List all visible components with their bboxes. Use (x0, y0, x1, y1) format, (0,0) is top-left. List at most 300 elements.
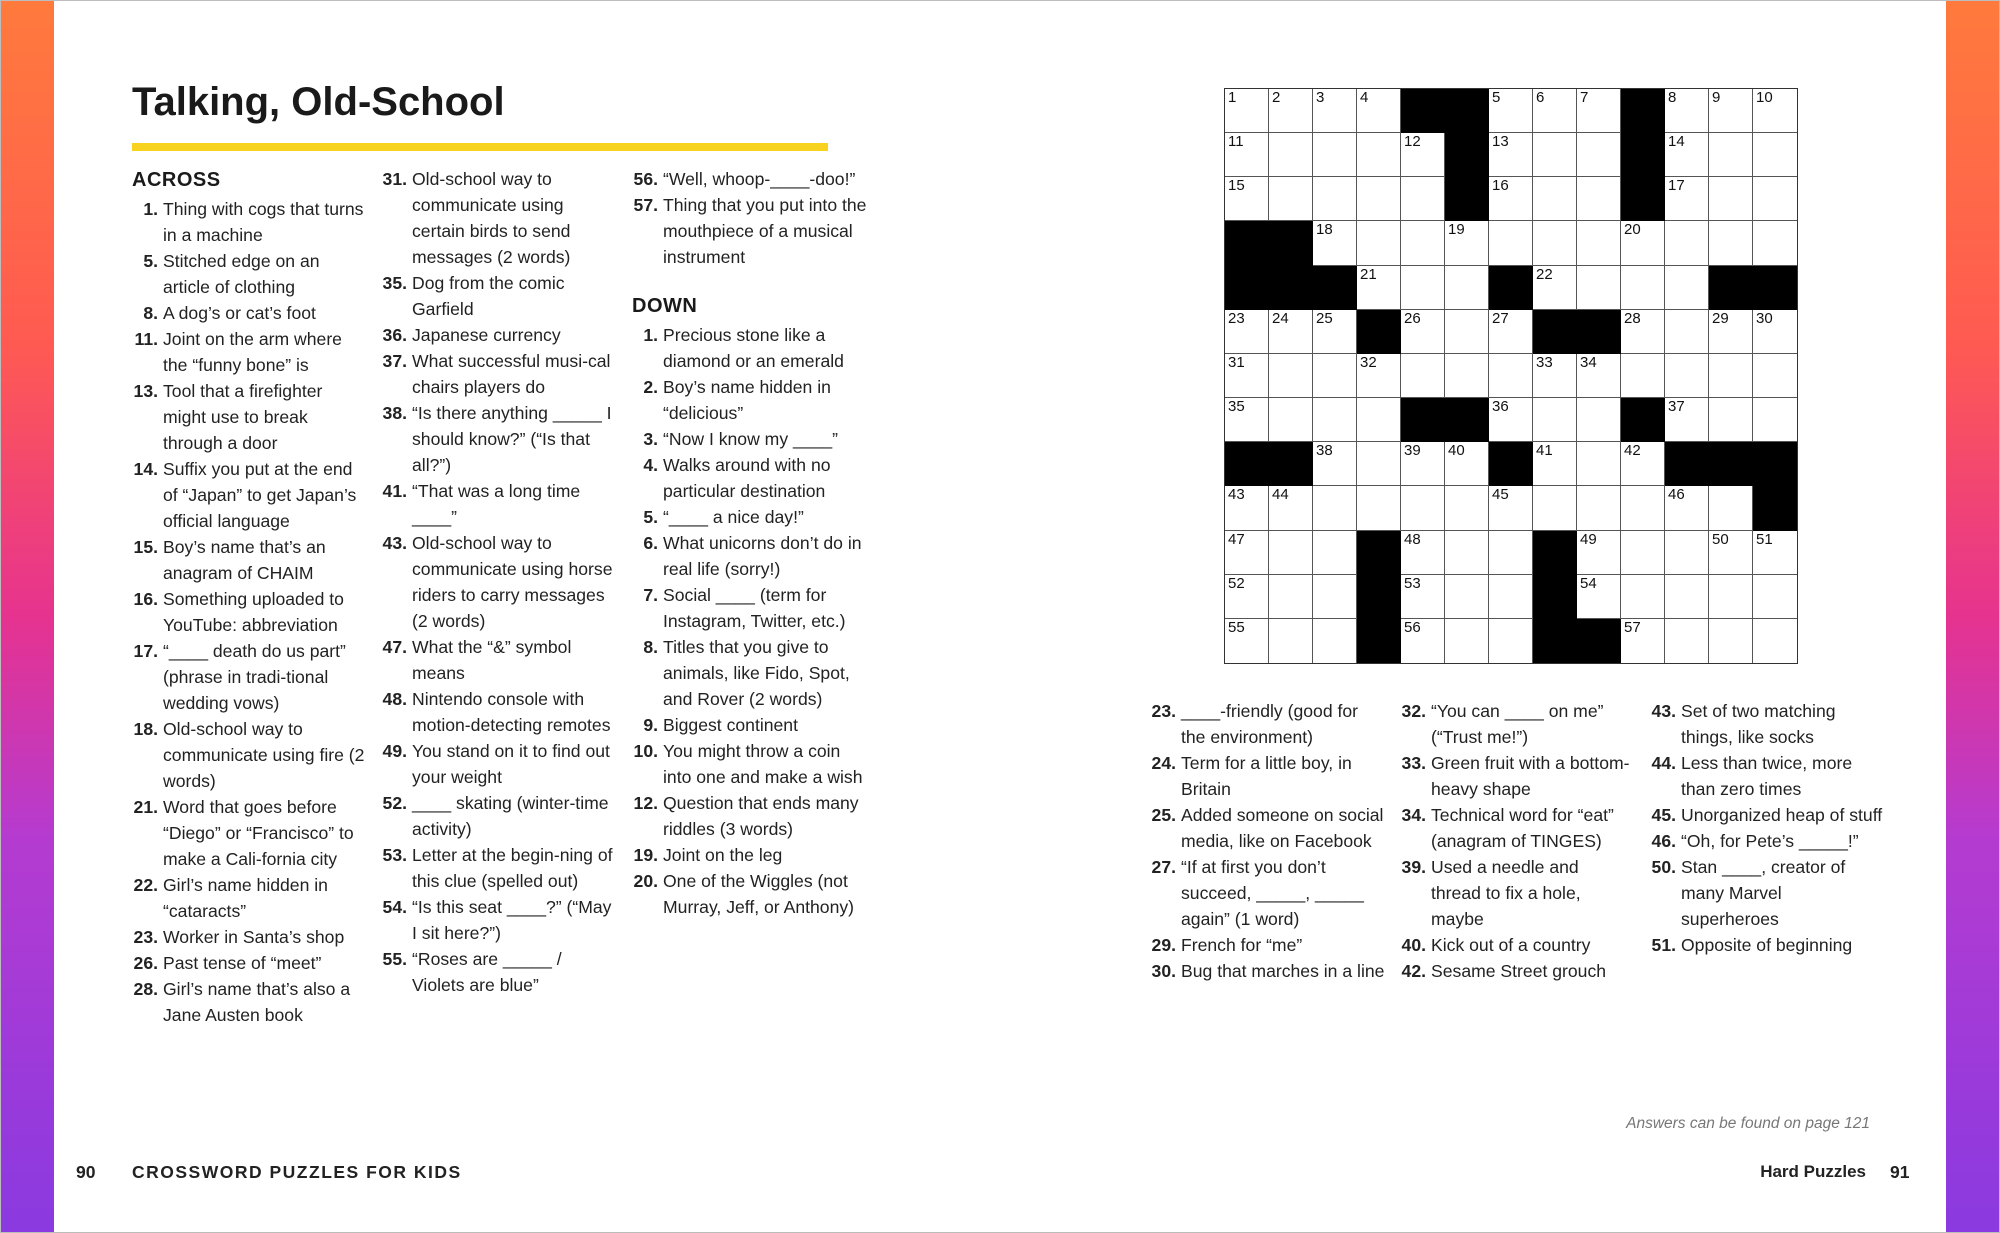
clue-text: One of the Wiggles (not Murray, Jeff, or Anthony) (663, 871, 855, 917)
clue-number: 21. (133, 797, 158, 817)
clue-item (381, 270, 617, 322)
grid-cell[interactable] (1533, 177, 1577, 221)
grid-cell[interactable] (1489, 575, 1533, 619)
cell-number: 10 (1756, 89, 1773, 106)
grid-cell[interactable] (1269, 177, 1313, 221)
grid-cell[interactable] (1577, 575, 1621, 619)
clue-text: Less than twice, more than zero times (1681, 753, 1853, 799)
grid-cell[interactable] (1357, 442, 1401, 486)
grid-cell[interactable] (1357, 89, 1401, 133)
clue-item (381, 166, 617, 270)
grid-cell[interactable] (1577, 398, 1621, 442)
clue-column-4 (1150, 698, 1386, 984)
clue-item (632, 868, 868, 920)
left-running-title: CROSSWORD PUZZLES FOR KIDS (132, 1162, 462, 1182)
grid-cell[interactable] (1269, 486, 1313, 530)
clue-number: 56. (633, 169, 658, 189)
grid-cell[interactable] (1533, 89, 1577, 133)
clue-number: 22. (133, 875, 158, 895)
grid-cell[interactable] (1357, 398, 1401, 442)
clue-text: Old-school way to communicate using horse riders to carry messages (2 words) (412, 533, 613, 631)
clue-text: ____ skating (winter-time activity) (412, 793, 609, 839)
clue-number: 15. (133, 537, 158, 557)
cell-number: 32 (1360, 353, 1377, 371)
clue-item (1650, 698, 1884, 750)
clue-text: Joint on the arm where the “funny bone” is (163, 329, 342, 375)
grid-cell[interactable] (1709, 531, 1753, 575)
clue-number: 50. (1651, 857, 1676, 877)
grid-cell[interactable] (1225, 531, 1269, 575)
clue-item (632, 842, 868, 868)
clue-number: 41. (382, 481, 407, 501)
clue-item (1150, 802, 1386, 854)
left-page-number: 90 (76, 1162, 96, 1182)
clue-item (381, 738, 617, 790)
grid-cell[interactable] (1445, 486, 1489, 530)
cell-number: 2 (1272, 89, 1281, 106)
grid-cell[interactable] (1313, 89, 1357, 133)
grid-cell[interactable] (1357, 221, 1401, 265)
grid-cell[interactable] (1621, 486, 1665, 530)
clue-item (132, 456, 368, 534)
clue-number: 17. (133, 641, 158, 661)
grid-cell[interactable] (1665, 354, 1709, 398)
cell-number: 21 (1360, 265, 1377, 283)
grid-cell[interactable] (1489, 398, 1533, 442)
grid-block (1621, 398, 1665, 442)
clue-text: Used a needle and thread to fix a hole, maybe (1431, 857, 1581, 929)
grid-cell[interactable] (1225, 133, 1269, 177)
grid-cell[interactable] (1269, 619, 1313, 663)
clue-text: Green fruit with a bottom-heavy shape (1431, 753, 1630, 799)
clue-number: 11. (134, 329, 158, 349)
clue-item (1400, 698, 1630, 750)
clue-number: 18. (133, 719, 158, 739)
clue-item (132, 976, 368, 1028)
clue-number: 44. (1651, 753, 1676, 773)
grid-cell[interactable] (1665, 177, 1709, 221)
cell-number: 23 (1228, 309, 1245, 327)
grid-cell[interactable] (1225, 619, 1269, 663)
grid-cell[interactable] (1225, 354, 1269, 398)
grid-cell[interactable] (1445, 310, 1489, 354)
grid-cell[interactable] (1401, 486, 1445, 530)
grid-cell[interactable] (1577, 266, 1621, 310)
grid-cell[interactable] (1357, 266, 1401, 310)
cell-number: 24 (1272, 309, 1289, 327)
clue-text: Social ____ (term for Instagram, Twitter, etc.) (663, 585, 846, 631)
grid-cell[interactable] (1753, 177, 1797, 221)
clue-text: You might throw a coin into one and make a wish (663, 741, 863, 787)
grid-cell[interactable] (1709, 310, 1753, 354)
grid-cell[interactable] (1709, 177, 1753, 221)
clue-item (381, 842, 617, 894)
grid-cell[interactable] (1269, 310, 1313, 354)
title-underline (132, 143, 828, 151)
cell-number: 33 (1536, 353, 1553, 371)
cell-number: 35 (1228, 398, 1245, 416)
clue-text: Set of two matching things, like socks (1681, 701, 1836, 747)
clue-text: Thing that you put into the mouthpiece of a musical instrument (663, 195, 867, 267)
grid-cell[interactable] (1401, 575, 1445, 619)
grid-block (1225, 221, 1269, 265)
clue-text: “____ death do us part” (phrase in tradi-tional wedding vows) (163, 641, 346, 713)
grid-cell[interactable] (1489, 354, 1533, 398)
grid-cell[interactable] (1269, 89, 1313, 133)
grid-cell[interactable] (1753, 89, 1797, 133)
grid-cell[interactable] (1357, 133, 1401, 177)
grid-block (1753, 486, 1797, 530)
clue-item (632, 166, 868, 192)
grid-cell[interactable] (1225, 89, 1269, 133)
grid-cell[interactable] (1577, 133, 1621, 177)
grid-cell[interactable] (1533, 133, 1577, 177)
grid-cell[interactable] (1577, 177, 1621, 221)
clue-number: 19. (633, 845, 658, 865)
grid-block (1269, 221, 1313, 265)
grid-cell[interactable] (1269, 575, 1313, 619)
cell-number: 45 (1492, 486, 1509, 504)
grid-block (1269, 442, 1313, 486)
grid-cell[interactable] (1753, 575, 1797, 619)
clue-item (1150, 698, 1386, 750)
cell-number: 53 (1404, 574, 1421, 592)
clue-text: Worker in Santa’s shop (163, 927, 345, 947)
grid-block (1665, 442, 1709, 486)
grid-cell[interactable] (1709, 398, 1753, 442)
grid-cell[interactable] (1313, 177, 1357, 221)
grid-cell[interactable] (1225, 575, 1269, 619)
cell-number: 20 (1624, 221, 1641, 239)
clue-item (632, 452, 868, 504)
clue-text: “Is there anything _____ I should know?” (“Is that all?”) (412, 403, 612, 475)
grid-cell[interactable] (1709, 486, 1753, 530)
clue-text: “____ a nice day!” (663, 507, 804, 527)
cell-number: 15 (1228, 177, 1245, 195)
clue-item (632, 530, 868, 582)
clue-item (132, 950, 368, 976)
grid-block (1753, 266, 1797, 310)
grid-cell[interactable] (1665, 619, 1709, 663)
clue-number: 40. (1401, 935, 1426, 955)
clue-text: Old-school way to communicate using fire (2 words) (163, 719, 365, 791)
cell-number: 46 (1668, 486, 1685, 504)
cell-number: 44 (1272, 486, 1289, 504)
grid-cell[interactable] (1269, 133, 1313, 177)
grid-cell[interactable] (1445, 221, 1489, 265)
clue-item (632, 426, 868, 452)
clue-number: 38. (382, 403, 407, 423)
grid-cell[interactable] (1753, 398, 1797, 442)
grid-cell[interactable] (1665, 89, 1709, 133)
grid-cell[interactable] (1313, 221, 1357, 265)
clue-item (132, 716, 368, 794)
grid-cell[interactable] (1225, 398, 1269, 442)
grid-cell[interactable] (1313, 398, 1357, 442)
clue-number: 43. (1651, 701, 1676, 721)
cell-number: 57 (1624, 618, 1641, 636)
clue-number: 45. (1651, 805, 1676, 825)
grid-cell[interactable] (1621, 354, 1665, 398)
clue-text: “Now I know my ____” (663, 429, 839, 449)
grid-cell[interactable] (1269, 354, 1313, 398)
clue-text: What successful musi-cal chairs players do (412, 351, 611, 397)
grid-block (1357, 310, 1401, 354)
grid-block (1269, 266, 1313, 310)
grid-cell[interactable] (1445, 531, 1489, 575)
clue-text: Opposite of beginning (1681, 935, 1853, 955)
cell-number: 55 (1228, 618, 1245, 636)
grid-cell[interactable] (1489, 221, 1533, 265)
clue-number: 51. (1651, 935, 1676, 955)
cell-number: 18 (1316, 221, 1333, 239)
grid-block (1445, 133, 1489, 177)
grid-block (1357, 575, 1401, 619)
grid-block (1489, 266, 1533, 310)
clue-number: 14. (133, 459, 158, 479)
grid-cell[interactable] (1401, 221, 1445, 265)
grid-cell[interactable] (1401, 133, 1445, 177)
grid-cell[interactable] (1621, 310, 1665, 354)
grid-cell[interactable] (1401, 266, 1445, 310)
clue-number: 32. (1401, 701, 1426, 721)
grid-block (1401, 89, 1445, 133)
grid-block (1445, 89, 1489, 133)
grid-cell[interactable] (1357, 177, 1401, 221)
grid-cell[interactable] (1269, 398, 1313, 442)
clue-text: “That was a long time ____” (412, 481, 581, 527)
clue-item (632, 712, 868, 738)
cell-number: 29 (1712, 309, 1729, 327)
grid-cell[interactable] (1489, 133, 1533, 177)
cell-number: 39 (1404, 442, 1421, 460)
cell-number: 31 (1228, 353, 1245, 371)
grid-cell[interactable] (1225, 177, 1269, 221)
clue-text: What the “&” symbol means (412, 637, 572, 683)
grid-cell[interactable] (1577, 221, 1621, 265)
grid-cell[interactable] (1401, 442, 1445, 486)
grid-cell[interactable] (1577, 442, 1621, 486)
clue-text: Unorganized heap of stuff (1681, 805, 1883, 825)
cell-number: 14 (1668, 133, 1685, 151)
grid-cell[interactable] (1577, 354, 1621, 398)
clue-text: Girl’s name that’s also a Jane Austen book (163, 979, 351, 1025)
cell-number: 12 (1404, 133, 1421, 151)
clue-number: 2. (643, 377, 658, 397)
grid-block (1753, 442, 1797, 486)
clue-item (1150, 854, 1386, 932)
right-page-number: 91 (1890, 1162, 1910, 1182)
grid-cell[interactable] (1357, 354, 1401, 398)
grid-cell[interactable] (1401, 310, 1445, 354)
grid-cell[interactable] (1577, 89, 1621, 133)
grid-cell[interactable] (1489, 619, 1533, 663)
clue-item (1400, 750, 1630, 802)
clue-text: Stan ____, creator of many Marvel superheroes (1681, 857, 1846, 929)
cell-number: 42 (1624, 442, 1641, 460)
clue-item (632, 192, 868, 270)
clue-text: You stand on it to find out your weight (412, 741, 610, 787)
grid-cell[interactable] (1753, 354, 1797, 398)
grid-cell[interactable] (1533, 442, 1577, 486)
grid-cell[interactable] (1577, 531, 1621, 575)
cell-number: 51 (1756, 530, 1773, 548)
grid-cell[interactable] (1445, 442, 1489, 486)
clue-number: 1. (643, 325, 658, 345)
clue-number: 27. (1151, 857, 1176, 877)
grid-cell[interactable] (1225, 486, 1269, 530)
cell-number: 17 (1668, 177, 1685, 195)
clue-item (1400, 802, 1630, 854)
grid-cell[interactable] (1709, 354, 1753, 398)
clue-item (1650, 828, 1884, 854)
right-running-title: Hard Puzzles (1760, 1162, 1866, 1181)
grid-cell[interactable] (1665, 133, 1709, 177)
grid-cell[interactable] (1269, 531, 1313, 575)
clue-number: 29. (1151, 935, 1176, 955)
clue-item (381, 322, 617, 348)
grid-cell[interactable] (1313, 619, 1357, 663)
clue-text: Word that goes before “Diego” or “Francisco” to make a Cali-fornia city (163, 797, 354, 869)
grid-cell[interactable] (1753, 310, 1797, 354)
grid-cell[interactable] (1709, 619, 1753, 663)
grid-cell[interactable] (1621, 531, 1665, 575)
clue-number: 23. (1151, 701, 1176, 721)
grid-cell[interactable] (1313, 442, 1357, 486)
clue-item (1400, 854, 1630, 932)
grid-block (1709, 442, 1753, 486)
grid-cell[interactable] (1313, 133, 1357, 177)
grid-cell[interactable] (1533, 221, 1577, 265)
cell-number: 50 (1712, 530, 1729, 548)
clue-item (1650, 750, 1884, 802)
grid-cell[interactable] (1313, 486, 1357, 530)
grid-cell[interactable] (1445, 619, 1489, 663)
clue-column-6 (1650, 698, 1884, 958)
clue-column-1 (132, 166, 368, 1028)
clue-item (381, 634, 617, 686)
grid-cell[interactable] (1621, 221, 1665, 265)
grid-cell[interactable] (1357, 486, 1401, 530)
grid-cell[interactable] (1709, 575, 1753, 619)
grid-cell[interactable] (1401, 354, 1445, 398)
grid-cell[interactable] (1665, 575, 1709, 619)
cell-number: 30 (1756, 309, 1773, 327)
grid-cell[interactable] (1753, 133, 1797, 177)
clue-number: 43. (382, 533, 407, 553)
cell-number: 48 (1404, 530, 1421, 548)
grid-cell[interactable] (1533, 266, 1577, 310)
clue-item (1650, 802, 1884, 828)
clue-item (132, 872, 368, 924)
clue-number: 48. (382, 689, 407, 709)
clue-text: “Roses are _____ / Violets are blue” (412, 949, 562, 995)
grid-cell[interactable] (1665, 398, 1709, 442)
grid-cell[interactable] (1489, 177, 1533, 221)
crossword-grid[interactable] (1224, 88, 1798, 664)
grid-cell[interactable] (1401, 177, 1445, 221)
grid-cell[interactable] (1665, 221, 1709, 265)
clue-number: 57. (633, 195, 658, 215)
clue-text: Technical word for “eat” (anagram of TINGES) (1431, 805, 1614, 851)
grid-block (1621, 89, 1665, 133)
cell-number: 3 (1316, 89, 1325, 106)
grid-cell[interactable] (1445, 354, 1489, 398)
grid-cell[interactable] (1753, 221, 1797, 265)
grid-block (1225, 266, 1269, 310)
grid-cell[interactable] (1621, 575, 1665, 619)
clue-text: Biggest continent (663, 715, 798, 735)
clue-item (132, 586, 368, 638)
clue-text: Walks around with no particular destination (663, 455, 831, 501)
clue-item (132, 794, 368, 872)
grid-cell[interactable] (1533, 486, 1577, 530)
grid-cell[interactable] (1709, 221, 1753, 265)
grid-cell[interactable] (1445, 266, 1489, 310)
grid-cell[interactable] (1753, 619, 1797, 663)
grid-cell[interactable] (1753, 531, 1797, 575)
grid-block (1445, 177, 1489, 221)
clue-item (381, 686, 617, 738)
grid-cell[interactable] (1401, 531, 1445, 575)
cell-number: 56 (1404, 618, 1421, 636)
grid-cell[interactable] (1709, 89, 1753, 133)
grid-block (1357, 531, 1401, 575)
grid-cell[interactable] (1445, 575, 1489, 619)
clue-text: Titles that you give to animals, like Fido, Spot, and Rover (2 words) (663, 637, 850, 709)
grid-cell[interactable] (1313, 531, 1357, 575)
grid-cell[interactable] (1489, 310, 1533, 354)
clue-text: Letter at the begin-ning of this clue (spelled out) (412, 845, 613, 891)
grid-cell[interactable] (1533, 354, 1577, 398)
clue-text: French for “me” (1181, 935, 1303, 955)
clue-item (132, 378, 368, 456)
clue-item (1650, 932, 1884, 958)
grid-cell[interactable] (1313, 354, 1357, 398)
grid-cell[interactable] (1313, 310, 1357, 354)
clue-item (132, 248, 368, 300)
grid-block (1401, 398, 1445, 442)
clue-number: 42. (1401, 961, 1426, 981)
grid-cell[interactable] (1665, 266, 1709, 310)
grid-cell[interactable] (1621, 266, 1665, 310)
grid-cell[interactable] (1489, 531, 1533, 575)
grid-cell[interactable] (1577, 486, 1621, 530)
clue-text: Sesame Street grouch (1431, 961, 1607, 981)
grid-cell[interactable] (1665, 486, 1709, 530)
cell-number: 1 (1228, 89, 1237, 106)
clue-number: 26. (133, 953, 158, 973)
grid-cell[interactable] (1313, 575, 1357, 619)
clue-text: Tool that a firefighter might use to break through a door (163, 381, 323, 453)
grid-cell[interactable] (1489, 486, 1533, 530)
clue-column-5 (1400, 698, 1630, 984)
clue-number: 47. (382, 637, 407, 657)
clue-number: 55. (382, 949, 407, 969)
grid-cell[interactable] (1621, 442, 1665, 486)
grid-block (1533, 619, 1577, 663)
grid-cell[interactable] (1401, 619, 1445, 663)
clue-text: Dog from the comic Garfield (412, 273, 565, 319)
grid-cell[interactable] (1533, 398, 1577, 442)
grid-cell[interactable] (1665, 531, 1709, 575)
cell-number: 38 (1316, 442, 1333, 460)
grid-cell[interactable] (1621, 619, 1665, 663)
grid-cell[interactable] (1665, 310, 1709, 354)
grid-cell[interactable] (1709, 133, 1753, 177)
grid-cell[interactable] (1225, 310, 1269, 354)
grid-cell[interactable] (1489, 89, 1533, 133)
